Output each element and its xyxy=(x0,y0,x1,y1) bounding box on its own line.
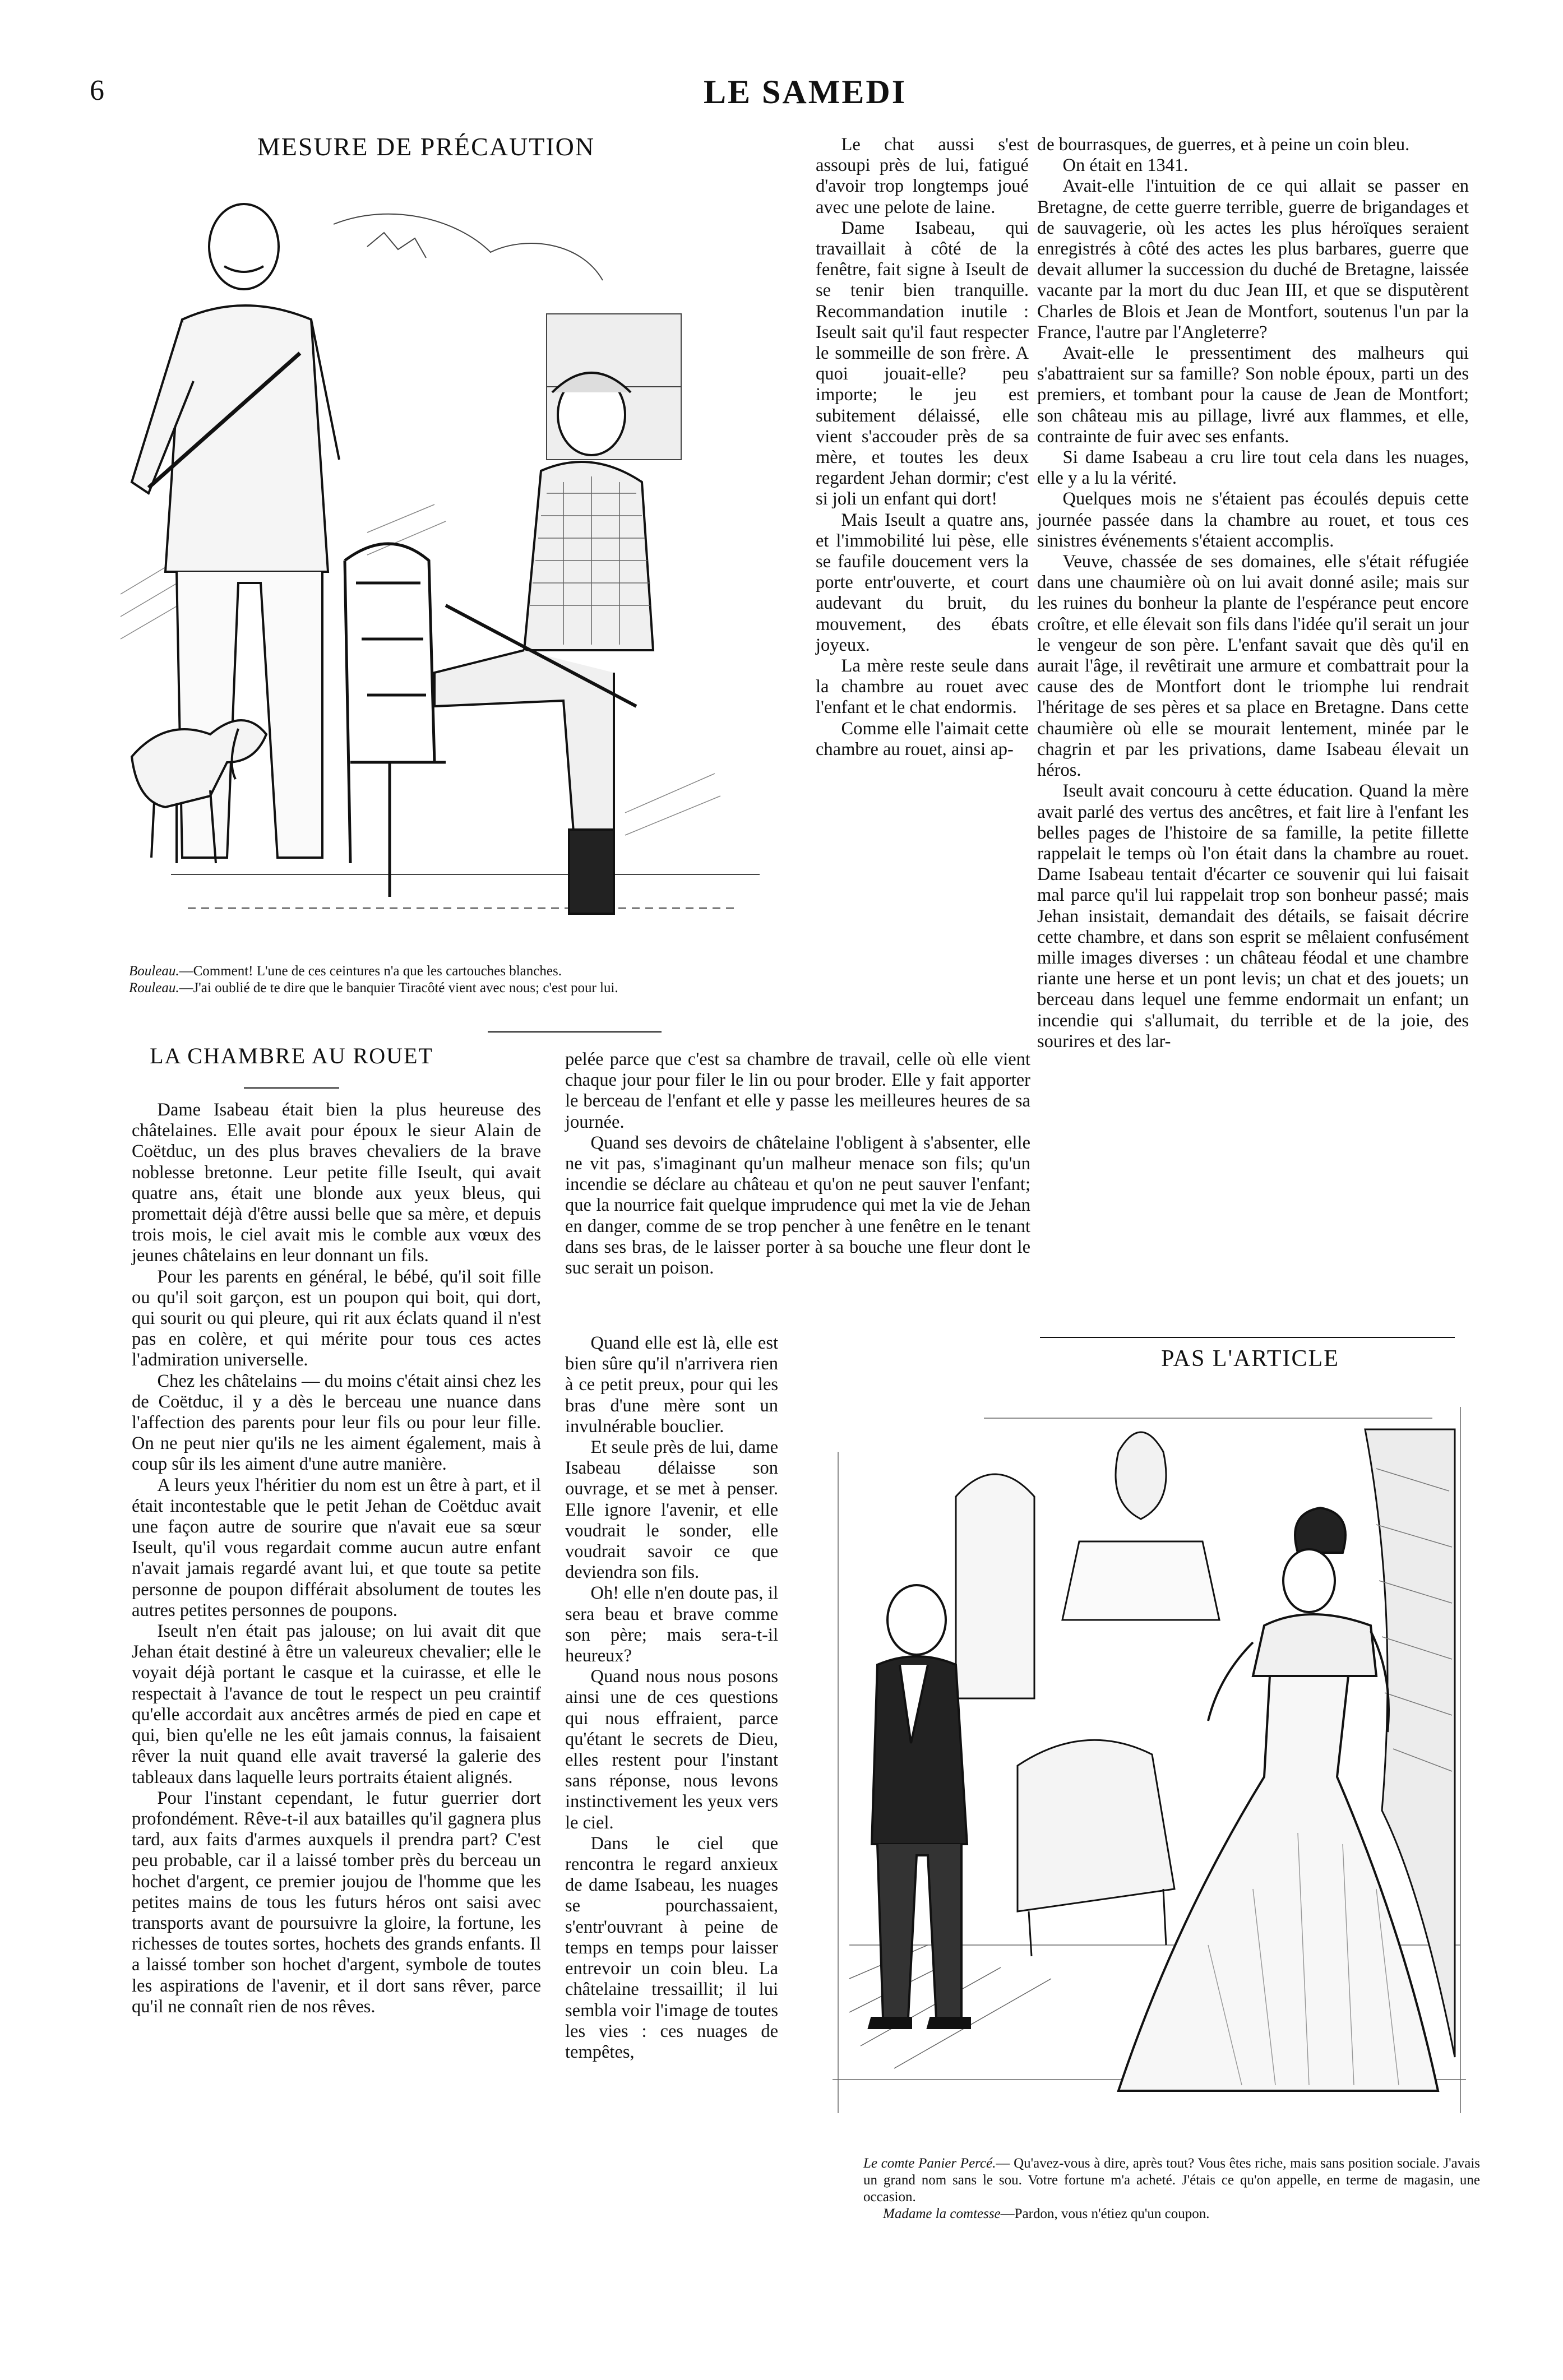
middle-full-column xyxy=(565,1049,1030,1279)
middle-lower-column xyxy=(565,1333,778,2063)
title-rule xyxy=(244,1087,339,1089)
paragraph: Quand elle est là, elle est bien sûre qu'il n'arrivera rien à ce petit preux, pour qui les bras d'une mère sont un invulnérable bouclier. xyxy=(565,1333,778,1437)
paragraph: Le chat aussi s'est assoupi près de lui, fatigué d'avoir trop longtemps joué avec une pelote de laine. xyxy=(816,135,1029,217)
paragraph: Veuve, chassée de ses domaines, elle s'était réfugiée dans une chaumière où on lui avait donné asile; mais sur les ruines du bonheur la plante de l'espérance peut encore croître, et elle élevait son fils dans l'idée qu'il serait un jour le vengeur de son père. L'enfant savait que dès qu'il en aurait l'âge, il revêtirait une armure et combattrait pour la cause des de Montfort dont le triomphe lui rendrait l'héritage de ses pères et sa place en Bretagne. Dans cette chaumière où elle se mourait lentement, minée par le chagrin et par les privations, dame Isabeau élevait un héros. xyxy=(1037,552,1469,781)
illustration-title-2: PAS L'ARTICLE xyxy=(1161,1346,1339,1372)
caption-line-2: Rouleau.—J'ai oublié de te dire que le banquier Tiracôté vient avec nous; c'est pour lui. xyxy=(129,980,618,995)
left-column xyxy=(132,1100,541,2017)
paragraph: de bourrasques, de guerres, et à peine un coin bleu. xyxy=(1037,135,1410,155)
paragraph: Et seule près de lui, dame Isabeau délaisse son ouvrage, et se met à penser. Elle ignore l'avenir, et elle voudrait le sonder, elle voudrait savoir ce que deviendra son fils. xyxy=(565,1437,778,1583)
short-rule xyxy=(488,1031,662,1032)
illustration-title: MESURE DE PRÉCAUTION xyxy=(257,132,595,161)
paragraph: Mais Iseult a quatre ans, et l'immobilité lui pèse, elle se faufile doucement vers la porte entr'ouverte, et court audevant du bruit, du mouvement, des ébats joyeux. xyxy=(816,510,1029,655)
paragraph: Si dame Isabeau a cru lire tout cela dans les nuages, elle y a lu la vérité. xyxy=(1037,447,1469,489)
paragraph: Iseult avait concouru à cette éducation. Quand la mère avait parlé des vertus des ancêtres, et fait lire à l'enfant les belles pages de l'histoire de sa famille, la petite fillette rappelait le temps où l'on était dans la chambre au rouet. Dame Isabeau tentait d'écarter ce souvenir qui lui faisait mal parce qu'il lui rappelait trop son bonheur passé; mais Jehan insistait, demandait des détails, se faisait décrire cette chambre, et dans son esprit se mêlaient confusément mille images diverses : un château féodal et une chambre riante une herse et un pont levis; un chat et des jouets; un berceau dans lequel une femme endormait un enfant; un incendie qui s'allumait, du terrible et de la joie, des sourires et des lar- xyxy=(1037,781,1469,1052)
right-column xyxy=(1037,135,1469,1052)
paragraph: Avait-elle l'intuition de ce qui allait se passer en Bretagne, de cette guerre terrible, guerre de brigandages et de sauvagerie, où les actes les plus héroïques seraient enregistrés à côté des actes les plus barbares, guerre que devait allumer la succession du duché de Bretagne, laissée vacante par la mort du duc Jean III, et que se disputèrent Charles de Blois et Jean de Montfort, soutenus l'un par la France, l'autre par l'Angleterre? xyxy=(1037,176,1469,342)
paragraph: La mère reste seule dans la chambre au rouet avec l'enfant et le chat endormis. xyxy=(816,656,1029,718)
paragraph: Quand nous nous posons ainsi une de ces questions qui nous effraient, parce qu'étant le secrets de Dieu, elles restent pour l'instant sans réponse, nous levons instinctivement les yeux vers le ciel. xyxy=(565,1666,778,1833)
caption-line-1: Le comte Panier Percé.— Qu'avez-vous à dire, après tout? Vous êtes riche, mais sans position sociale. J'avais un grand nom sans le sou. Votre fortune m'a acheté. J'étais ce qu'on appelle, en terme de magasin, une occasion. xyxy=(863,2156,1480,2205)
paragraph: Chez les châtelains — du moins c'était ainsi chez les de Coëtduc, il y a dès le berceau une nuance dans l'affection des parents pour leur fils ou pour leur fille. On ne peut nier qu'ils ne les aiment également, mais à coup sûr ils les aiment d'une autre manière. xyxy=(132,1370,541,1475)
illustration-caption-2 xyxy=(863,2155,1480,2222)
hunters-illustration xyxy=(98,168,771,953)
paragraph: Comme elle l'aimait cette chambre au rouet, ainsi ap- xyxy=(816,718,1029,760)
paragraph: Dans le ciel que rencontra le regard anxieux de dame Isabeau, les nuages se pourchassaient, s'entr'ouvrant à peine de temps en temps pour laisser entrevoir un coin bleu. La châtelaine tressaillit; il lui sembla voir l'image de toutes les vies : ces nuages de tempêtes, xyxy=(565,1833,778,2062)
illustration-caption xyxy=(129,963,774,997)
paragraph: Pour l'instant cependant, le futur guerrier dort profondément. Rêve-t-il aux batailles qu'il gagnera plus tard, aux faits d'armes auxquels il prendra part? C'est peu probable, car il a laissé tomber près du berceau un hochet d'argent, ce premier joujou de l'homme que les petites mains de tous les futurs héros ont saisi avec transports avant de poursuivre la gloire, la fortune, les richesses de toutes sortes, hochets des grands enfants. Il a laissé tomber son hochet d'argent, symbole de toutes les aspirations de l'avenir, et il dort sans rêver, parce qu'il ne connaît rien de nos rêves. xyxy=(132,1788,541,2017)
paragraph: Oh! elle n'en doute pas, il sera beau et brave comme son père; mais sera-t-il heureux? xyxy=(565,1583,778,1666)
paragraph: On était en 1341. xyxy=(1062,155,1189,176)
paragraph: Pour les parents en général, le bébé, qu'il soit fille ou qu'il soit garçon, est un poupon qui boit, qui dort, qui sourit ou qui pleure, qui rit aux éclats quand il n'est pas en colère, et qui mérite pour tous ces actes l'admiration universelle. xyxy=(132,1266,541,1370)
paragraph: A leurs yeux l'héritier du nom est un être à part, et il était incontestable que le petit Jehan de Coëtduc avait une façon autre de sourire que n'avait eue sa sœur Iseult, qu'il vous regardait comme aucun autre enfant n'avait jamais regardé avant lui, et que toute sa petite personne de poupon différait absolument de toutes les autres petites personnes de poupons. xyxy=(132,1475,541,1620)
caption-line-2: Madame la comtesse—Pardon, vous n'étiez qu'un coupon. xyxy=(883,2206,1210,2221)
paragraph: Iseult n'en était pas jalouse; on lui avait dit que Jehan était destiné à être un valeureux chevalier; elle le voyait déjà portant le casque et la cuirasse, et elle le respectait à l'avance de tout le respect un peu craintif qu'elle accordait aux ancêtres armés de pied en cape et qui, bien qu'elle ne les eût jamais connus, la faisaient rêver la nuit quand elle avait traversé la galerie des tableaux dans laquelle leurs portraits étaient alignés. xyxy=(132,1621,541,1788)
paragraph: pelée parce que c'est sa chambre de travail, celle où elle vient chaque jour pour filer le lin ou pour broder. Elle y fait apporter le berceau de l'enfant et elle y passe les meilleures heures de sa journée. xyxy=(565,1049,1030,1132)
paragraph: Quelques mois ne s'étaient pas écoulés depuis cette journée passée dans la chambre au rouet, et tous ces sinistres événements s'étaient accomplis. xyxy=(1037,489,1469,551)
paragraph: Dame Isabeau, qui travaillait à côté de la fenêtre, fait signe à Iseult de se tenir bien tranquille. Recommandation inutile : Iseult sait qu'il faut respecter le sommeille de son frère. A quoi jouait-elle? peu importe; le jeu est subitement délaissé, elle vient s'accouder près de sa mère, et toutes les deux regardent Jehan dormir; c'est si joli un enfant qui dort! xyxy=(816,217,1029,510)
middle-narrow-column xyxy=(816,135,1029,760)
section-rule xyxy=(1040,1337,1455,1338)
masthead: LE SAMEDI xyxy=(704,73,907,110)
couple-illustration xyxy=(816,1385,1483,2136)
paragraph: Quand ses devoirs de châtelaine l'obligent à s'absenter, elle ne vit pas, s'imaginant qu'un malheur menace son fils; qu'un incendie se déclare au château et qu'on ne peut sauver l'enfant; que la nourrice fait quelque imprudence qui met la vie de Jehan en danger, comme de se trop pencher à une fenêtre en le tenant dans ses bras, de le laisser porter à sa bouche une fleur dont le suc serait un poison. xyxy=(565,1132,1030,1279)
caption-line-1: Bouleau.—Comment! L'une de ces ceintures n'a que les cartouches blanches. xyxy=(129,964,562,979)
page-number: 6 xyxy=(90,75,104,107)
paragraph: Avait-elle le pressentiment des malheurs qui s'abattraient sur sa famille? Son noble époux, parti un des premiers, et tombant pour la cause de Jean de Montfort; son château mis au pillage, livré aux flammes, et elle, contrainte de fuir avec ses enfants. xyxy=(1037,343,1469,447)
article-title: LA CHAMBRE AU ROUET xyxy=(150,1043,433,1068)
paragraph: Dame Isabeau était bien la plus heureuse des châtelaines. Elle avait pour époux le sieur Alain de Coëtduc, un des plus braves chevaliers de la brave noblesse bretonne. Leur petite fille Iseult, qui avait quatre ans, était une blonde aux yeux bleus, qui promettait déjà d'être aussi belle que sa mère, et depuis trois mois, le ciel avait mis le comble aux vœux des jeunes châtelains en leur donnant un fils. xyxy=(132,1100,541,1266)
